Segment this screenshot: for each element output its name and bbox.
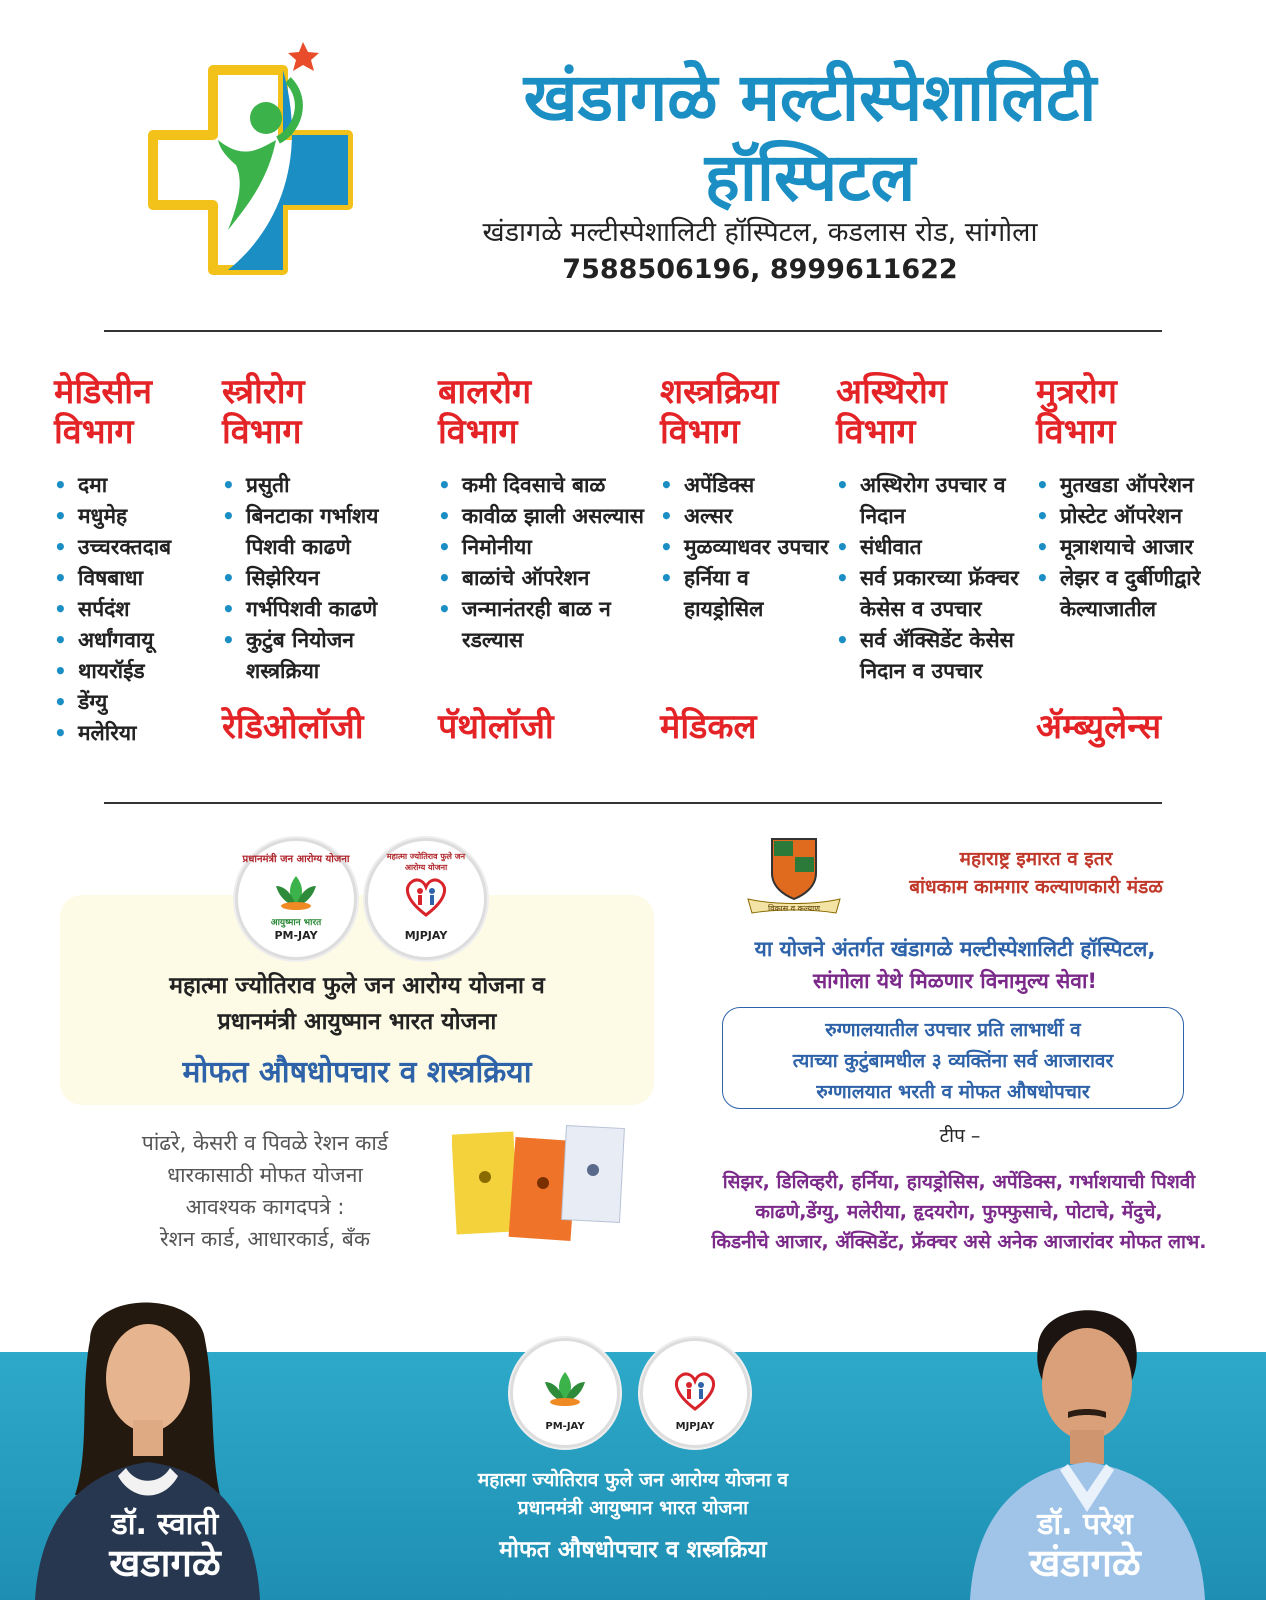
list-item: • सर्पदंश [54,594,214,625]
board-intro-1: या योजने अंतर्गत खंडागळे मल्टीस्पेशालिटी हॉस्पिटल, [754,937,1156,961]
list-item: • कुटुंब नियोजन शस्त्रक्रिया [222,625,422,687]
doctor-last-name: खडागळे [109,1541,221,1585]
band-line-2: प्रधानमंत्री आयुष्मान भारत योजना [517,1497,749,1519]
list-item: • दमा [54,470,214,501]
title-line-2: हॉस्पिटल [704,139,916,216]
doctor-last-name: खंडागळे [1029,1541,1141,1585]
doctor-male-name [990,1506,1180,1585]
band-pmjay-seal-icon [510,1338,620,1448]
list-item: • सर्व प्रकारच्या फ्रॅक्चर केसेस व उपचार [836,563,1026,625]
scheme-line-1: महात्मा ज्योतिराव फुले जन आरोग्य योजना व [169,973,545,999]
dept-title-2: विभाग [1036,412,1116,452]
dept-title [222,372,422,452]
seal-code-text: MJPJAY [404,929,448,942]
dept-title-1: शस्त्रक्रिया [660,372,779,412]
dept-title [54,372,214,452]
list-item: • डेंग्यु [54,687,214,718]
service-pathology: पॅथोलॉजी [438,707,554,747]
board-intro [720,933,1190,997]
band-line-3: मोफत औषधोपचार व शस्त्रक्रिया [499,1537,767,1563]
ration-line-2: धारकासाठी मोफत योजना [167,1163,363,1187]
seal-sub-text: आयुष्मान भारत [270,918,322,928]
pmjay-seal-icon [235,838,357,960]
board-box-line-3: रुग्णालयात भरती व मोफत औषधोपचार [816,1081,1090,1103]
title-line-1: खंडागळे मल्टीस्पेशालिटी [523,59,1097,136]
dept-list [660,470,830,625]
service-medical: मेडिकल [660,707,757,747]
board-intro-2: सांगोला येथे मिळणार विनामुल्य सेवा! [812,969,1098,993]
list-item: • उच्चरक्तदाब [54,532,214,563]
list-item: • बिनटाका गर्भाशय पिशवी काढणे [222,501,422,563]
hospital-address: खंडागळे मल्टीस्पेशालिटी हॉस्पिटल, कडलास रोड, सांगोला [482,217,1038,248]
divider-middle [104,802,1162,804]
band-line-1: महात्मा ज्योतिराव फुले जन आरोग्य योजना व [477,1469,789,1491]
board-name [876,845,1196,901]
list-item: • मलेरिया [54,718,214,749]
board-box-line-2: त्याच्या कुटुंबामधील ३ व्यक्तिंना सर्व आजारावर [792,1050,1114,1072]
dept-title-2: विभाग [660,412,740,452]
dept-title-1: मेडिसीन [54,372,152,412]
band-mjpjay-seal-icon [640,1338,750,1448]
dept-pediatrics [438,372,648,656]
list-item: • मूत्राशयाचे आजार [1036,532,1246,563]
dept-list [222,470,422,687]
seal-arc-text: महात्मा ज्योतिराव फुले जन आरोग्य योजना [386,852,466,872]
list-item: • लेझर व दुर्बीणीद्वारे केल्याजातील [1036,563,1246,625]
list-item: • मुतखडा ऑपरेशन [1036,470,1246,501]
seal-code-text: MJPJAY [675,1421,715,1432]
dept-title [836,372,1026,452]
ration-info [90,1127,440,1255]
list-item: • सिझेरियन [222,563,422,594]
service-radiology: रेडिओलॉजी [222,707,364,747]
dept-gynecology [222,372,422,687]
dept-title [660,372,830,452]
doctor-first-name: डॉ. परेश [1037,1507,1133,1542]
dept-medicine [54,372,214,749]
board-box-line-1: रुग्णालयातील उपचार प्रति लाभार्थी व [825,1019,1081,1041]
family-heart-icon [670,1369,720,1411]
dept-list [54,470,214,749]
board-box-text [722,1015,1184,1108]
dept-list [438,470,648,656]
seal-code-text: PM-JAY [274,929,318,942]
dept-title [438,372,648,452]
dept-urology [1036,372,1246,625]
list-item: • कमी दिवसाचे बाळ [438,470,648,501]
list-item: • गर्भपिशवी काढणे [222,594,422,625]
hospital-phones: 7588506196, 8999611622 [562,254,958,285]
dept-title-2: विभाग [54,412,134,452]
dept-title-1: बालरोग [438,372,532,412]
list-item: • मधुमेह [54,501,214,532]
ration-line-3: आवश्यक कागदपत्रे : [185,1195,345,1219]
list-item: • थायरॉईड [54,656,214,687]
list-item: • अपेंडिक्स [660,470,830,501]
service-ambulance: ॲम्ब्युलेन्स [1036,707,1162,747]
dept-title-1: अस्थिरोग [836,372,947,412]
divider-top [104,330,1162,332]
list-item: • अल्सर [660,501,830,532]
lotus-icon [271,871,321,911]
seal-arc-text: प्रधानमंत्री जन आरोग्य योजना [242,854,350,865]
dept-title-1: मुत्ररोग [1036,372,1117,412]
list-item: • अर्धांगवायू [54,625,214,656]
lotus-icon [540,1367,590,1407]
ration-line-4: रेशन कार्ड, आधारकार्ड, बँक [159,1227,371,1251]
hospital-title [400,58,1220,218]
list-item: • अस्थिरोग उपचार व निदान [836,470,1026,532]
dept-title-2: विभाग [222,412,302,452]
board-motto: विकास व कल्याण [768,904,820,913]
board-name-1: महाराष्ट्र इमारत व इतर [959,848,1113,870]
list-item: • निमोनीया [438,532,648,563]
scheme-free-text: मोफत औषधोपचार व शस्त्रक्रिया [182,1055,532,1090]
board-name-2: बांधकाम कामगार कल्याणकारी मंडळ [909,876,1163,898]
benefits-line-3: किडनीचे आजार, ॲक्सिडेंट, फ्रॅक्चर असे अनेक आजारांवर मोफत लाभ. [711,1231,1207,1253]
list-item: • कावीळ झाली असल्यास [438,501,648,532]
seal-code-text: PM-JAY [545,1421,585,1432]
benefits-line-2: काढणे,डेंग्यु, मलेरीया, हृदयरोग, फुफ्फुसाचे, पोटाचे, मेंदुचे, [755,1201,1163,1223]
dept-title-1: स्त्रीरोग [222,372,305,412]
dept-surgery [660,372,830,625]
doctor-female-name [70,1506,260,1585]
dept-title [1036,372,1246,452]
list-item: • विषबाधा [54,563,214,594]
mjpjay-seal-icon [365,838,487,960]
dept-title-2: विभाग [836,412,916,452]
hospital-logo-icon [148,40,358,275]
dept-list [1036,470,1246,625]
tip-label: टीप – [939,1125,981,1147]
list-item: • संधीवात [836,532,1026,563]
benefits-text [676,1167,1242,1257]
dept-orthopedics [836,372,1026,687]
family-heart-icon [401,875,451,917]
list-item: • प्रसुती [222,470,422,501]
ration-cards-icon [452,1125,632,1245]
ration-line-1: पांढरे, केसरी व पिवळे रेशन कार्ड [141,1131,389,1155]
list-item: • जन्मानंतरही बाळ न रडल्यास [438,594,648,656]
doctor-first-name: डॉ. स्वाती [111,1507,219,1542]
list-item: • प्रोस्टेट ऑपरेशन [1036,501,1246,532]
list-item: • हर्निया व हायड्रोसिल [660,563,830,625]
list-item: • मुळव्याधवर उपचार [660,532,830,563]
dept-title-2: विभाग [438,412,518,452]
list-item: • सर्व ॲक्सिडेंट केसेस निदान व उपचार [836,625,1026,687]
list-item: • बाळांचे ऑपरेशन [438,563,648,594]
benefits-line-1: सिझर, डिलिव्हरी, हर्निया, हायड्रोसिस, अपेंडिक्स, गर्भाशयाची पिशवी [722,1171,1196,1193]
dept-list [836,470,1026,687]
scheme-line-2: प्रधानमंत्री आयुष्मान भारत योजना [217,1009,497,1035]
